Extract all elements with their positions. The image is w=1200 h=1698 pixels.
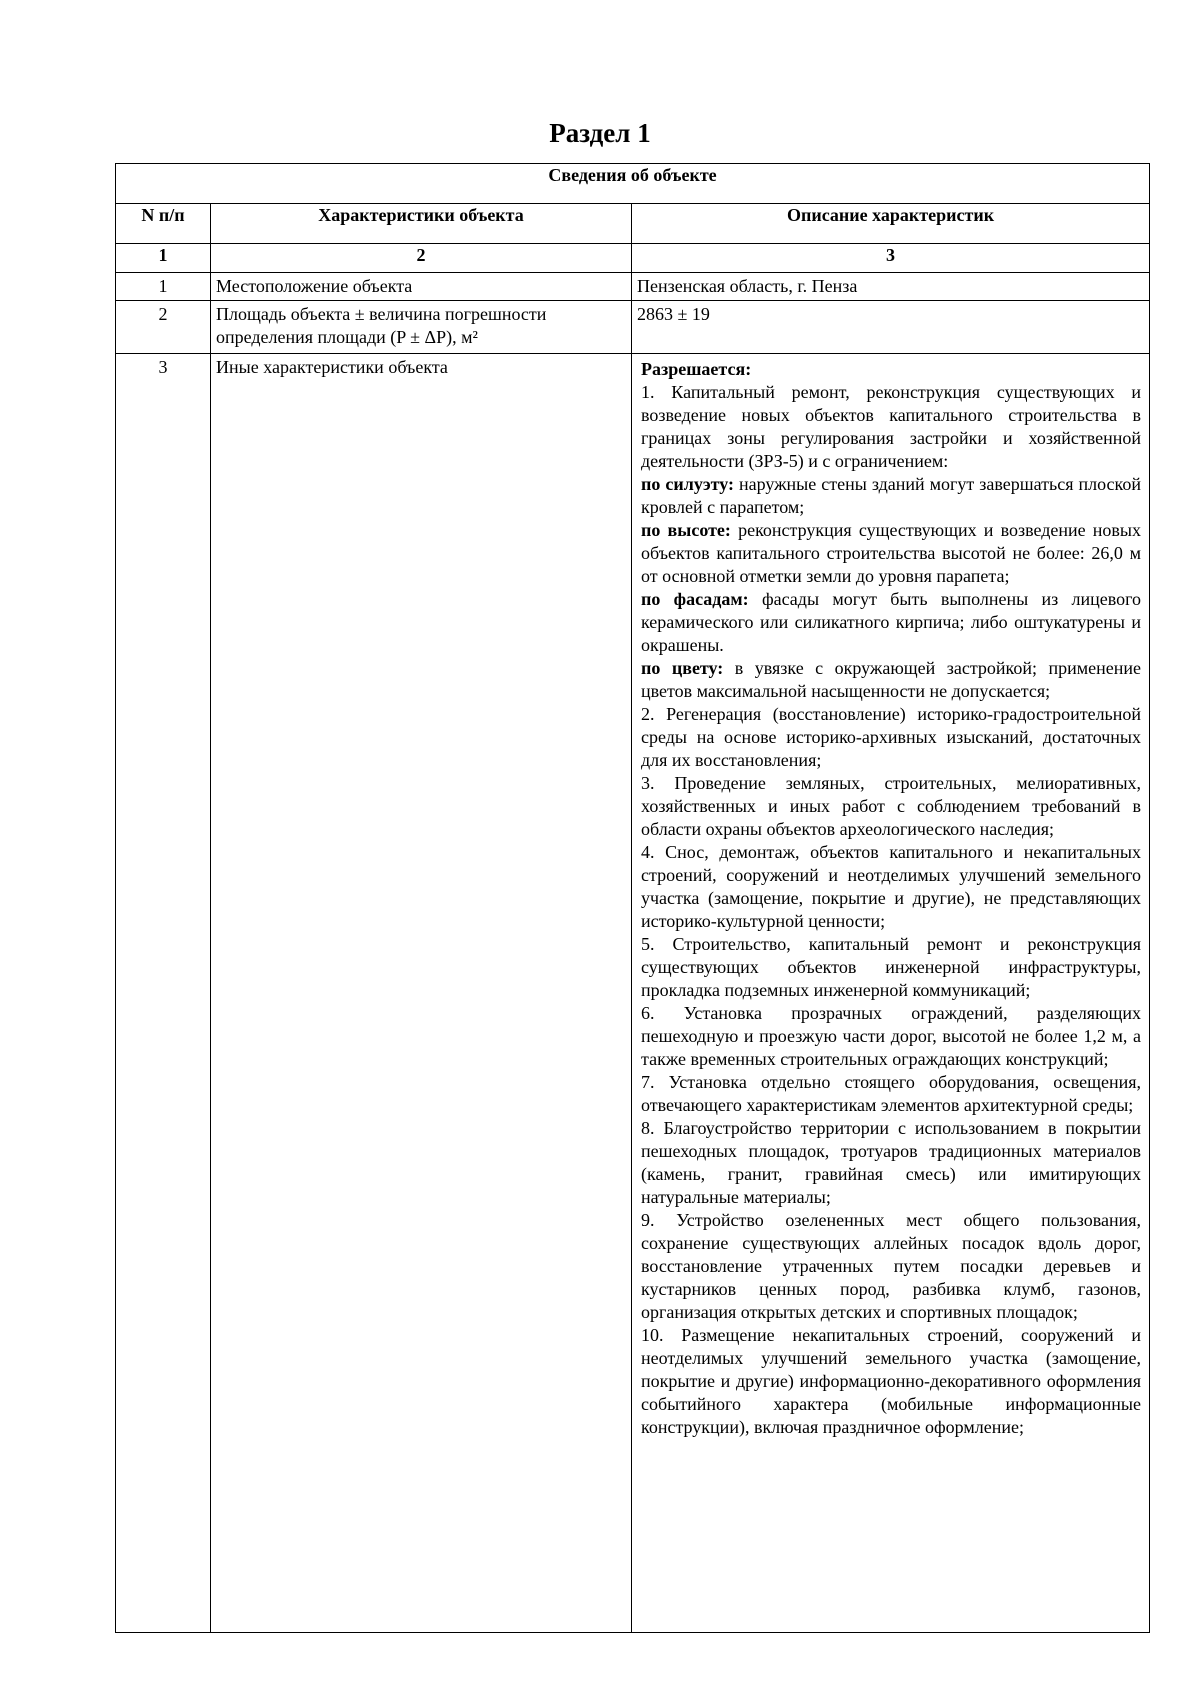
column-number: 3: [632, 244, 1150, 273]
section-header: Сведения об объекте: [116, 164, 1150, 204]
permitted-item-5: 5. Строительство, капитальный ремонт и реконструкция существующих объектов инженерной инфраструктуры, прокладка подземных инженерной коммуникаций;: [641, 934, 1142, 1000]
permitted-heading: Разрешается:: [641, 359, 752, 379]
restriction-height: [641, 519, 1141, 588]
restriction-color: [641, 657, 1141, 703]
permitted-item-4: 4. Снос, демонтаж, объектов капитального и некапитальных строений, сооружений и неотделимых улучшений земельного участка (замощение, покрытие и другие), не представляющих историко-культурной ценности;: [641, 842, 1142, 931]
restriction-label: по силуэту:: [641, 474, 734, 494]
row-number: 3: [116, 354, 211, 1633]
section-header-row: [116, 164, 1150, 204]
permitted-item-7: 7. Установка отдельно стоящего оборудования, освещения, отвечающего характеристикам элементов архитектурной среды;: [641, 1072, 1142, 1115]
permitted-item-1: 1. Капитальный ремонт, реконструкция существующих и возведение новых объектов капитального строительства в границах зоны регулирования застройки и хозяйственной деятельности (ЗРЗ-5) и с ограничением:: [641, 382, 1142, 471]
object-info-table: [115, 163, 1150, 1633]
restriction-text: в увязке с окружающей застройкой; применение цветов максимальной насыщенности не допускается;: [641, 658, 1142, 701]
table-row: [116, 354, 1150, 1633]
restriction-label: по фасадам:: [641, 589, 749, 609]
restriction-label: по высоте:: [641, 520, 731, 540]
row-number: 2: [116, 301, 211, 354]
restriction-facade: [641, 588, 1141, 657]
column-header-description: Описание характеристик: [632, 204, 1150, 244]
permitted-item-10: 10. Размещение некапитальных строений, сооружений и неотделимых улучшений земельного участка (замощение, покрытие и другие) информационно-декоративного оформления событийного характера (мобильные информационные конструкции), включая праздничное оформление;: [641, 1325, 1142, 1437]
column-header-characteristic: Характеристики объекта: [211, 204, 632, 244]
row-description-other: [632, 354, 1150, 1633]
restriction-text: реконструкция существующих и возведение новых объектов капитального строительства высотой не более: 26,0 м от основной отметки земли до уровня парапета;: [641, 520, 1142, 586]
column-number: 2: [211, 244, 632, 273]
row-characteristic: Площадь объекта ± величина погрешности определения площади (P ± ΔP), м²: [211, 301, 632, 354]
permitted-item-2: 2. Регенерация (восстановление) историко-градостроительной среды на основе историко-архивных изысканий, достаточных для их восстановления;: [641, 704, 1142, 770]
column-number: 1: [116, 244, 211, 273]
page-title: Раздел 1: [549, 118, 651, 148]
column-number-row: [116, 244, 1150, 273]
column-header-row: [116, 204, 1150, 244]
row-number: 1: [116, 273, 211, 301]
row-description: 2863 ± 19: [632, 301, 1150, 354]
permitted-item-9: 9. Устройство озелененных мест общего пользования, сохранение существующих аллейных посадок вдоль дорог, восстановление утраченных путем посадки деревьев и кустарников ценных пород, разбивка клумб, газонов, организация открытых детских и спортивных площадок;: [641, 1210, 1142, 1322]
restriction-label: по цвету:: [641, 658, 724, 678]
restriction-silhouette: [641, 473, 1141, 519]
row-characteristic: Местоположение объекта: [211, 273, 632, 301]
column-header-number: N п/п: [116, 204, 211, 244]
permitted-item-3: 3. Проведение земляных, строительных, мелиоративных, хозяйственных и иных работ с соблюдением требований в области охраны объектов археологического наследия;: [641, 773, 1142, 839]
restriction-text: наружные стены зданий могут завершаться плоской кровлей с парапетом;: [641, 474, 1142, 517]
permitted-item-8: 8. Благоустройство территории с использованием в покрытии пешеходных площадок, тротуаров традиционных материалов (камень, гранит, гравийная смесь) или имитирующих натуральные материалы;: [641, 1118, 1142, 1207]
row-description: Пензенская область, г. Пенза: [632, 273, 1150, 301]
permitted-item-6: 6. Установка прозрачных ограждений, разделяющих пешеходную и проезжую части дорог, высотой не более 1,2 м, а также временных строительных ограждающих конструкций;: [641, 1003, 1142, 1069]
table-row: [116, 273, 1150, 301]
table-row: [116, 301, 1150, 354]
row-characteristic: Иные характеристики объекта: [211, 354, 632, 1633]
restriction-text: фасады могут быть выполнены из лицевого керамического или силикатного кирпича; либо оштукатурены и окрашены.: [641, 589, 1142, 655]
